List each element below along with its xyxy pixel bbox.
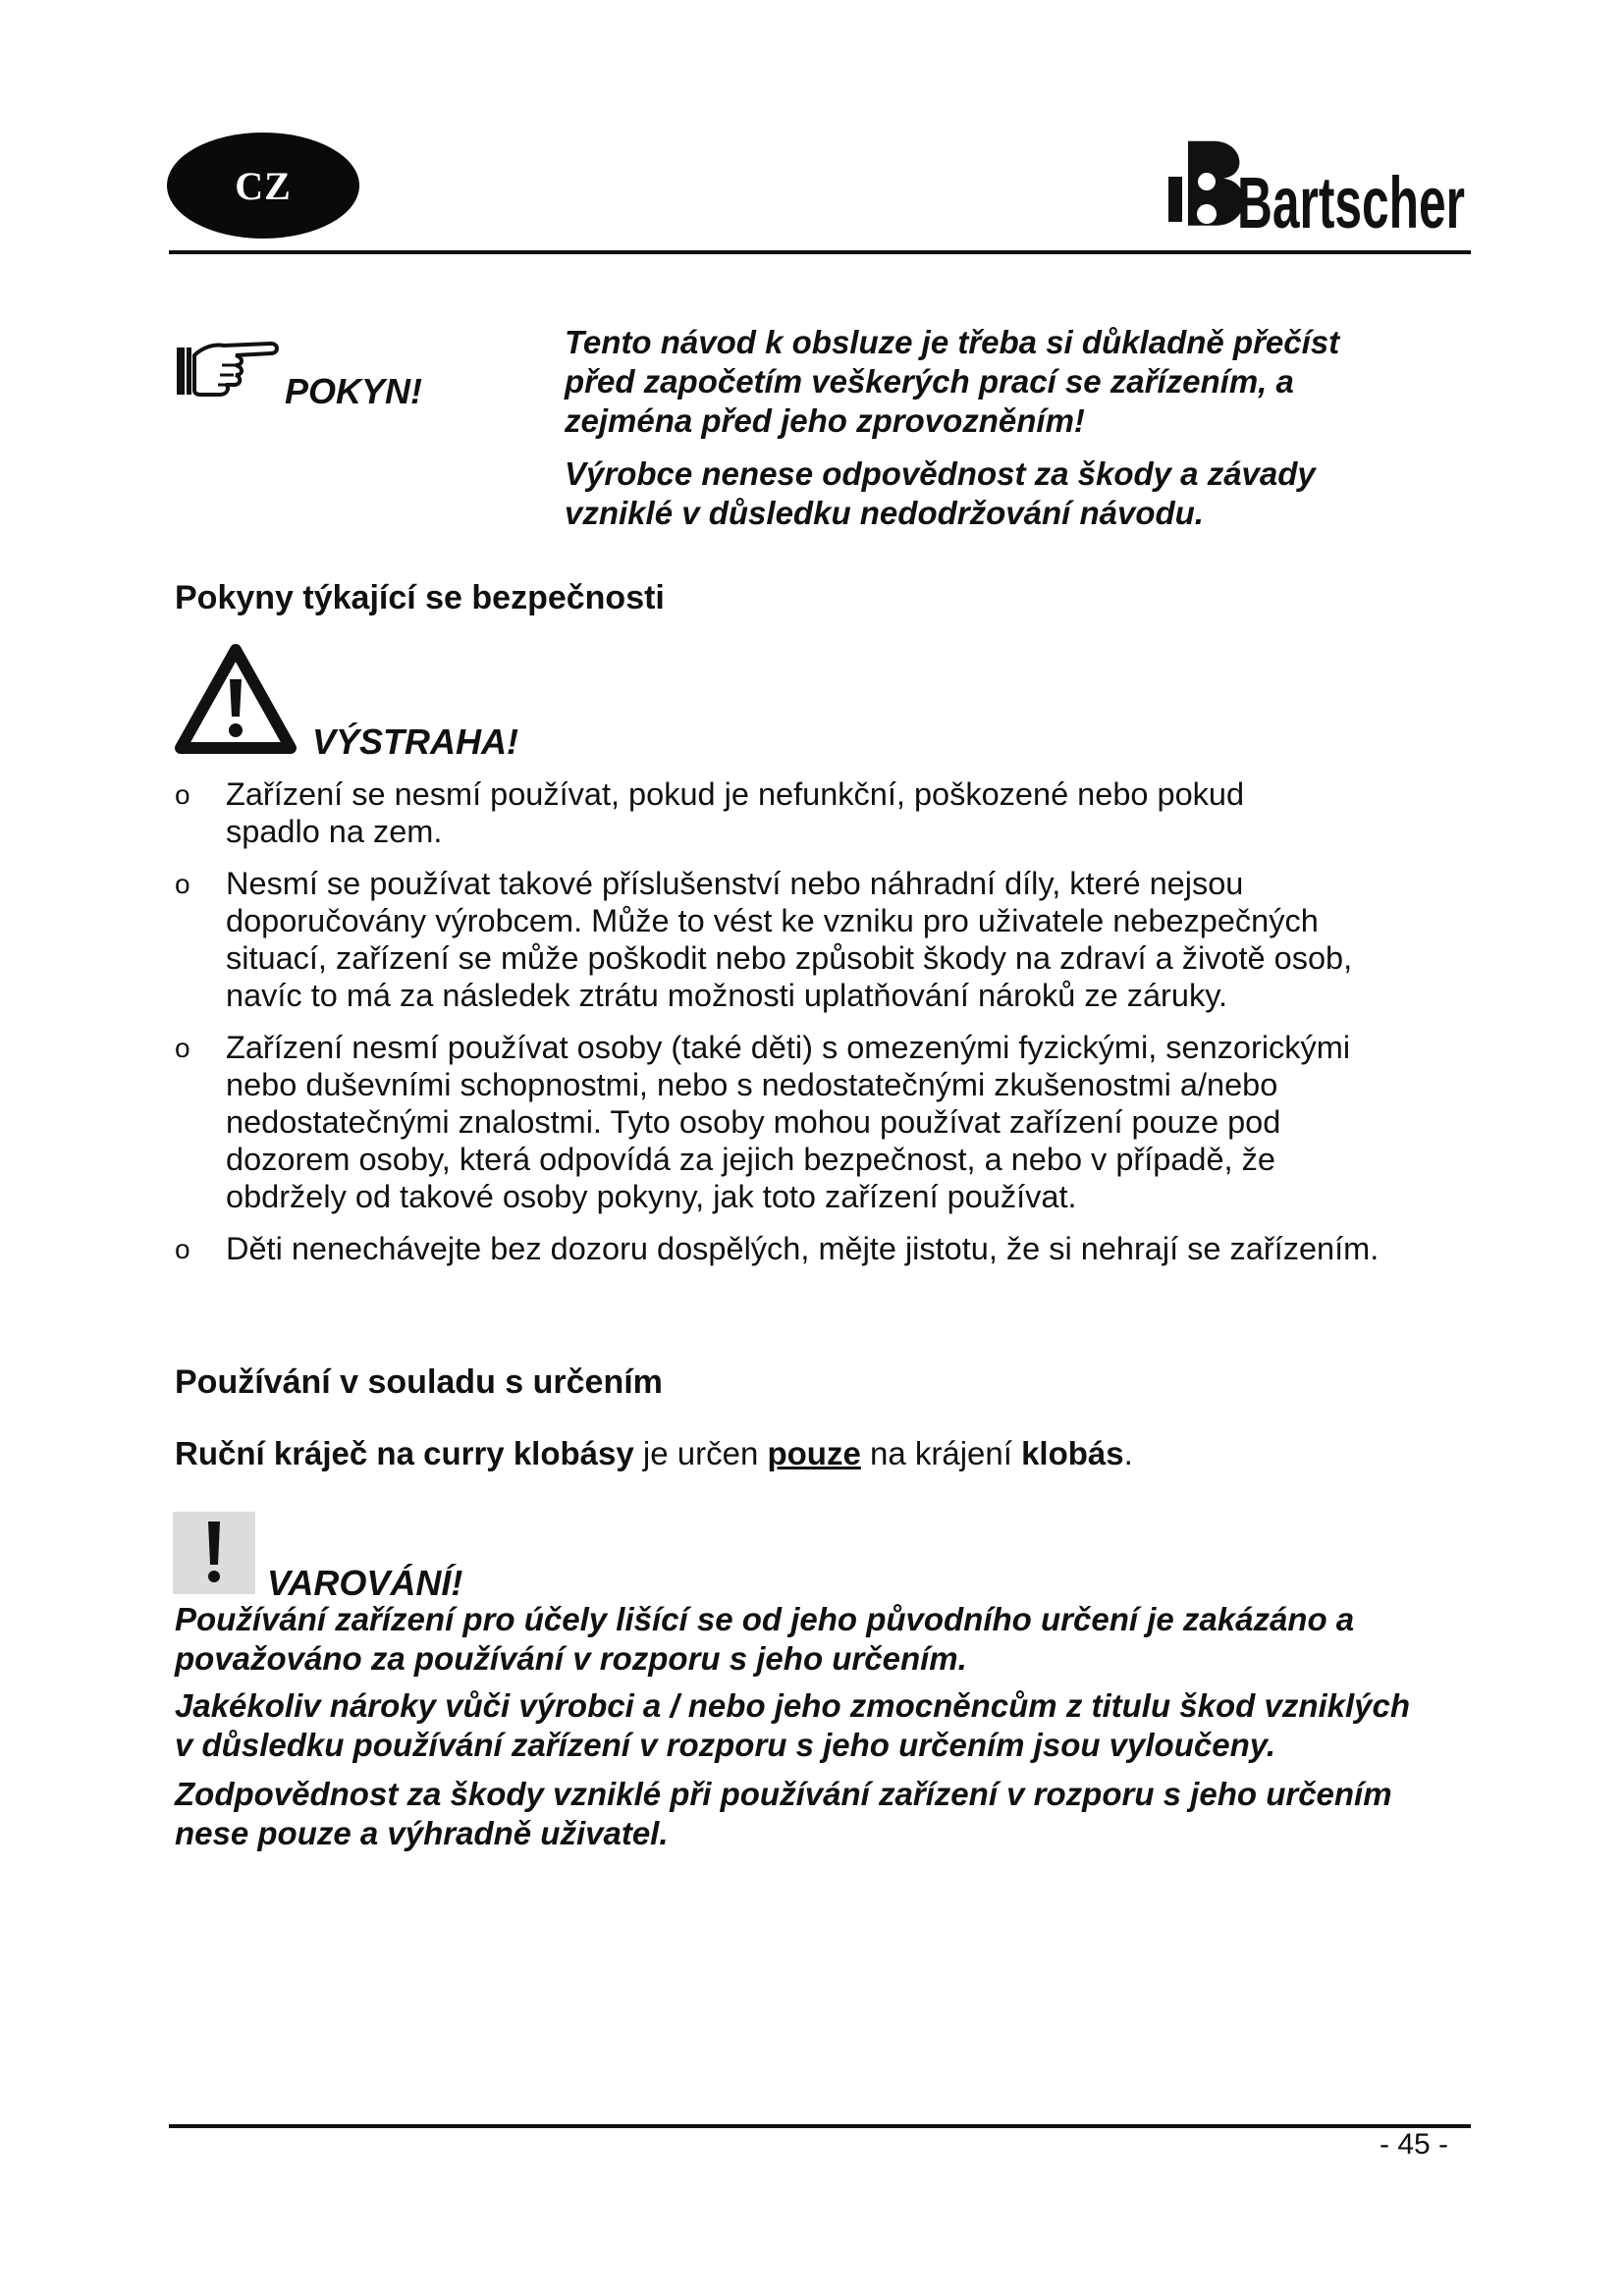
warning-triangle-icon [175, 644, 297, 756]
warning-label: VÝSTRAHA! [312, 721, 519, 762]
list-item-line: nebo duševními schopnostmi, nebo s nedostatečnými zkušenostmi a/nebo [226, 1067, 1278, 1102]
safety-heading: Pokyny týkající se bezpečnosti [175, 579, 665, 616]
usage-text: . [1123, 1435, 1133, 1471]
notice-paragraph-1 [565, 323, 1468, 441]
caution-line: v důsledku používání zařízení v rozporu s jeho určením jsou vyloučeny. [175, 1727, 1276, 1763]
bullet-marker: o [175, 869, 190, 899]
brand-logo-mark [1166, 143, 1469, 241]
usage-text: je určen [633, 1435, 768, 1471]
usage-product: Ruční kráječ na curry klobásy [175, 1435, 634, 1471]
bullet-marker: o [175, 779, 190, 810]
usage-heading: Používání v souladu s určením [175, 1363, 663, 1401]
list-item [173, 865, 1479, 1014]
list-item-line: nedostatečnými znalostmi. Tyto osoby mohou používat zařízení pouze pod [226, 1104, 1281, 1140]
notice-label: POKYN! [285, 371, 423, 411]
pointing-hand-icon [175, 340, 285, 400]
notice-line: Výrobce nenese odpovědnost za škody a závady [565, 455, 1316, 492]
caution-line: považováno za používání v rozporu s jeho určením. [175, 1640, 967, 1677]
list-item [173, 775, 1479, 850]
caution-line: Jakékoliv nároky vůči výrobci a / nebo jeho zmocněncům z titulu škod vzniklých [175, 1687, 1411, 1724]
list-item [173, 1230, 1479, 1267]
caution-line: nese pouze a výhradně uživatel. [175, 1815, 669, 1851]
brand-logo [1166, 143, 1469, 241]
header-rule [169, 250, 1471, 254]
usage-text: na krájení [860, 1435, 1022, 1471]
list-item-line: spadlo na zem. [226, 814, 443, 849]
bullet-marker: o [175, 1033, 190, 1063]
brand-name: Bartscher [1237, 162, 1465, 243]
usage-emphasis: pouze [767, 1435, 861, 1471]
list-item [173, 1029, 1479, 1215]
notice-line: před započetím veškerých prací se zařízením, a [565, 363, 1294, 400]
language-badge: CZ [167, 133, 359, 239]
list-item-line: Zařízení nesmí používat osoby (také děti) s omezenými fyzickými, senzorickými [226, 1030, 1351, 1065]
caution-paragraph-3 [175, 1775, 1481, 1853]
footer-rule [169, 2124, 1471, 2128]
caution-paragraph-1 [175, 1600, 1481, 1679]
notice-line: Tento návod k obsluze je třeba si důkladně přečíst [565, 324, 1340, 360]
caution-line: Zodpovědnost za škody vzniklé při používání zařízení v rozporu s jeho určením [175, 1776, 1392, 1812]
notice-line: zejména před jeho zprovozněním! [565, 402, 1085, 439]
notice-line: vzniklé v důsledku nedodržování návodu. [565, 495, 1204, 531]
usage-sentence [175, 1435, 1133, 1472]
caution-line: Používání zařízení pro účely lišící se od jeho původního určení je zakázáno a [175, 1601, 1355, 1637]
usage-object: klobás [1021, 1435, 1124, 1471]
caution-paragraph-2 [175, 1686, 1481, 1765]
bullet-marker: o [175, 1234, 190, 1264]
safety-bullet-list [173, 775, 1479, 1282]
page-number: - 45 - [1380, 2128, 1449, 2161]
list-item-line: dozorem osoby, která odpovídá za jejich bezpečnost, a nebo v případě, že [226, 1142, 1275, 1177]
exclamation-icon [173, 1512, 255, 1594]
list-item-line: Zařízení se nesmí používat, pokud je nefunkční, poškozené nebo pokud [226, 776, 1245, 812]
list-item-line: obdržely od takové osoby pokyny, jak toto zařízení používat. [226, 1179, 1077, 1214]
list-item-line: situací, zařízení se může poškodit nebo způsobit škody na zdraví a životě osob, [226, 940, 1353, 976]
caution-label: VAROVÁNÍ! [267, 1563, 463, 1603]
list-item-line: navíc to má za následek ztrátu možnosti uplatňování nároků ze záruky. [226, 978, 1228, 1013]
list-item-line: doporučovány výrobcem. Může to vést ke vzniku pro uživatele nebezpečných [226, 903, 1319, 938]
notice-paragraph-2 [565, 454, 1468, 533]
list-item-line: Nesmí se používat takové příslušenství nebo náhradní díly, které nejsou [226, 866, 1244, 901]
list-item-line: Děti nenechávejte bez dozoru dospělých, mějte jistotu, že si nehrají se zařízením. [226, 1231, 1380, 1266]
